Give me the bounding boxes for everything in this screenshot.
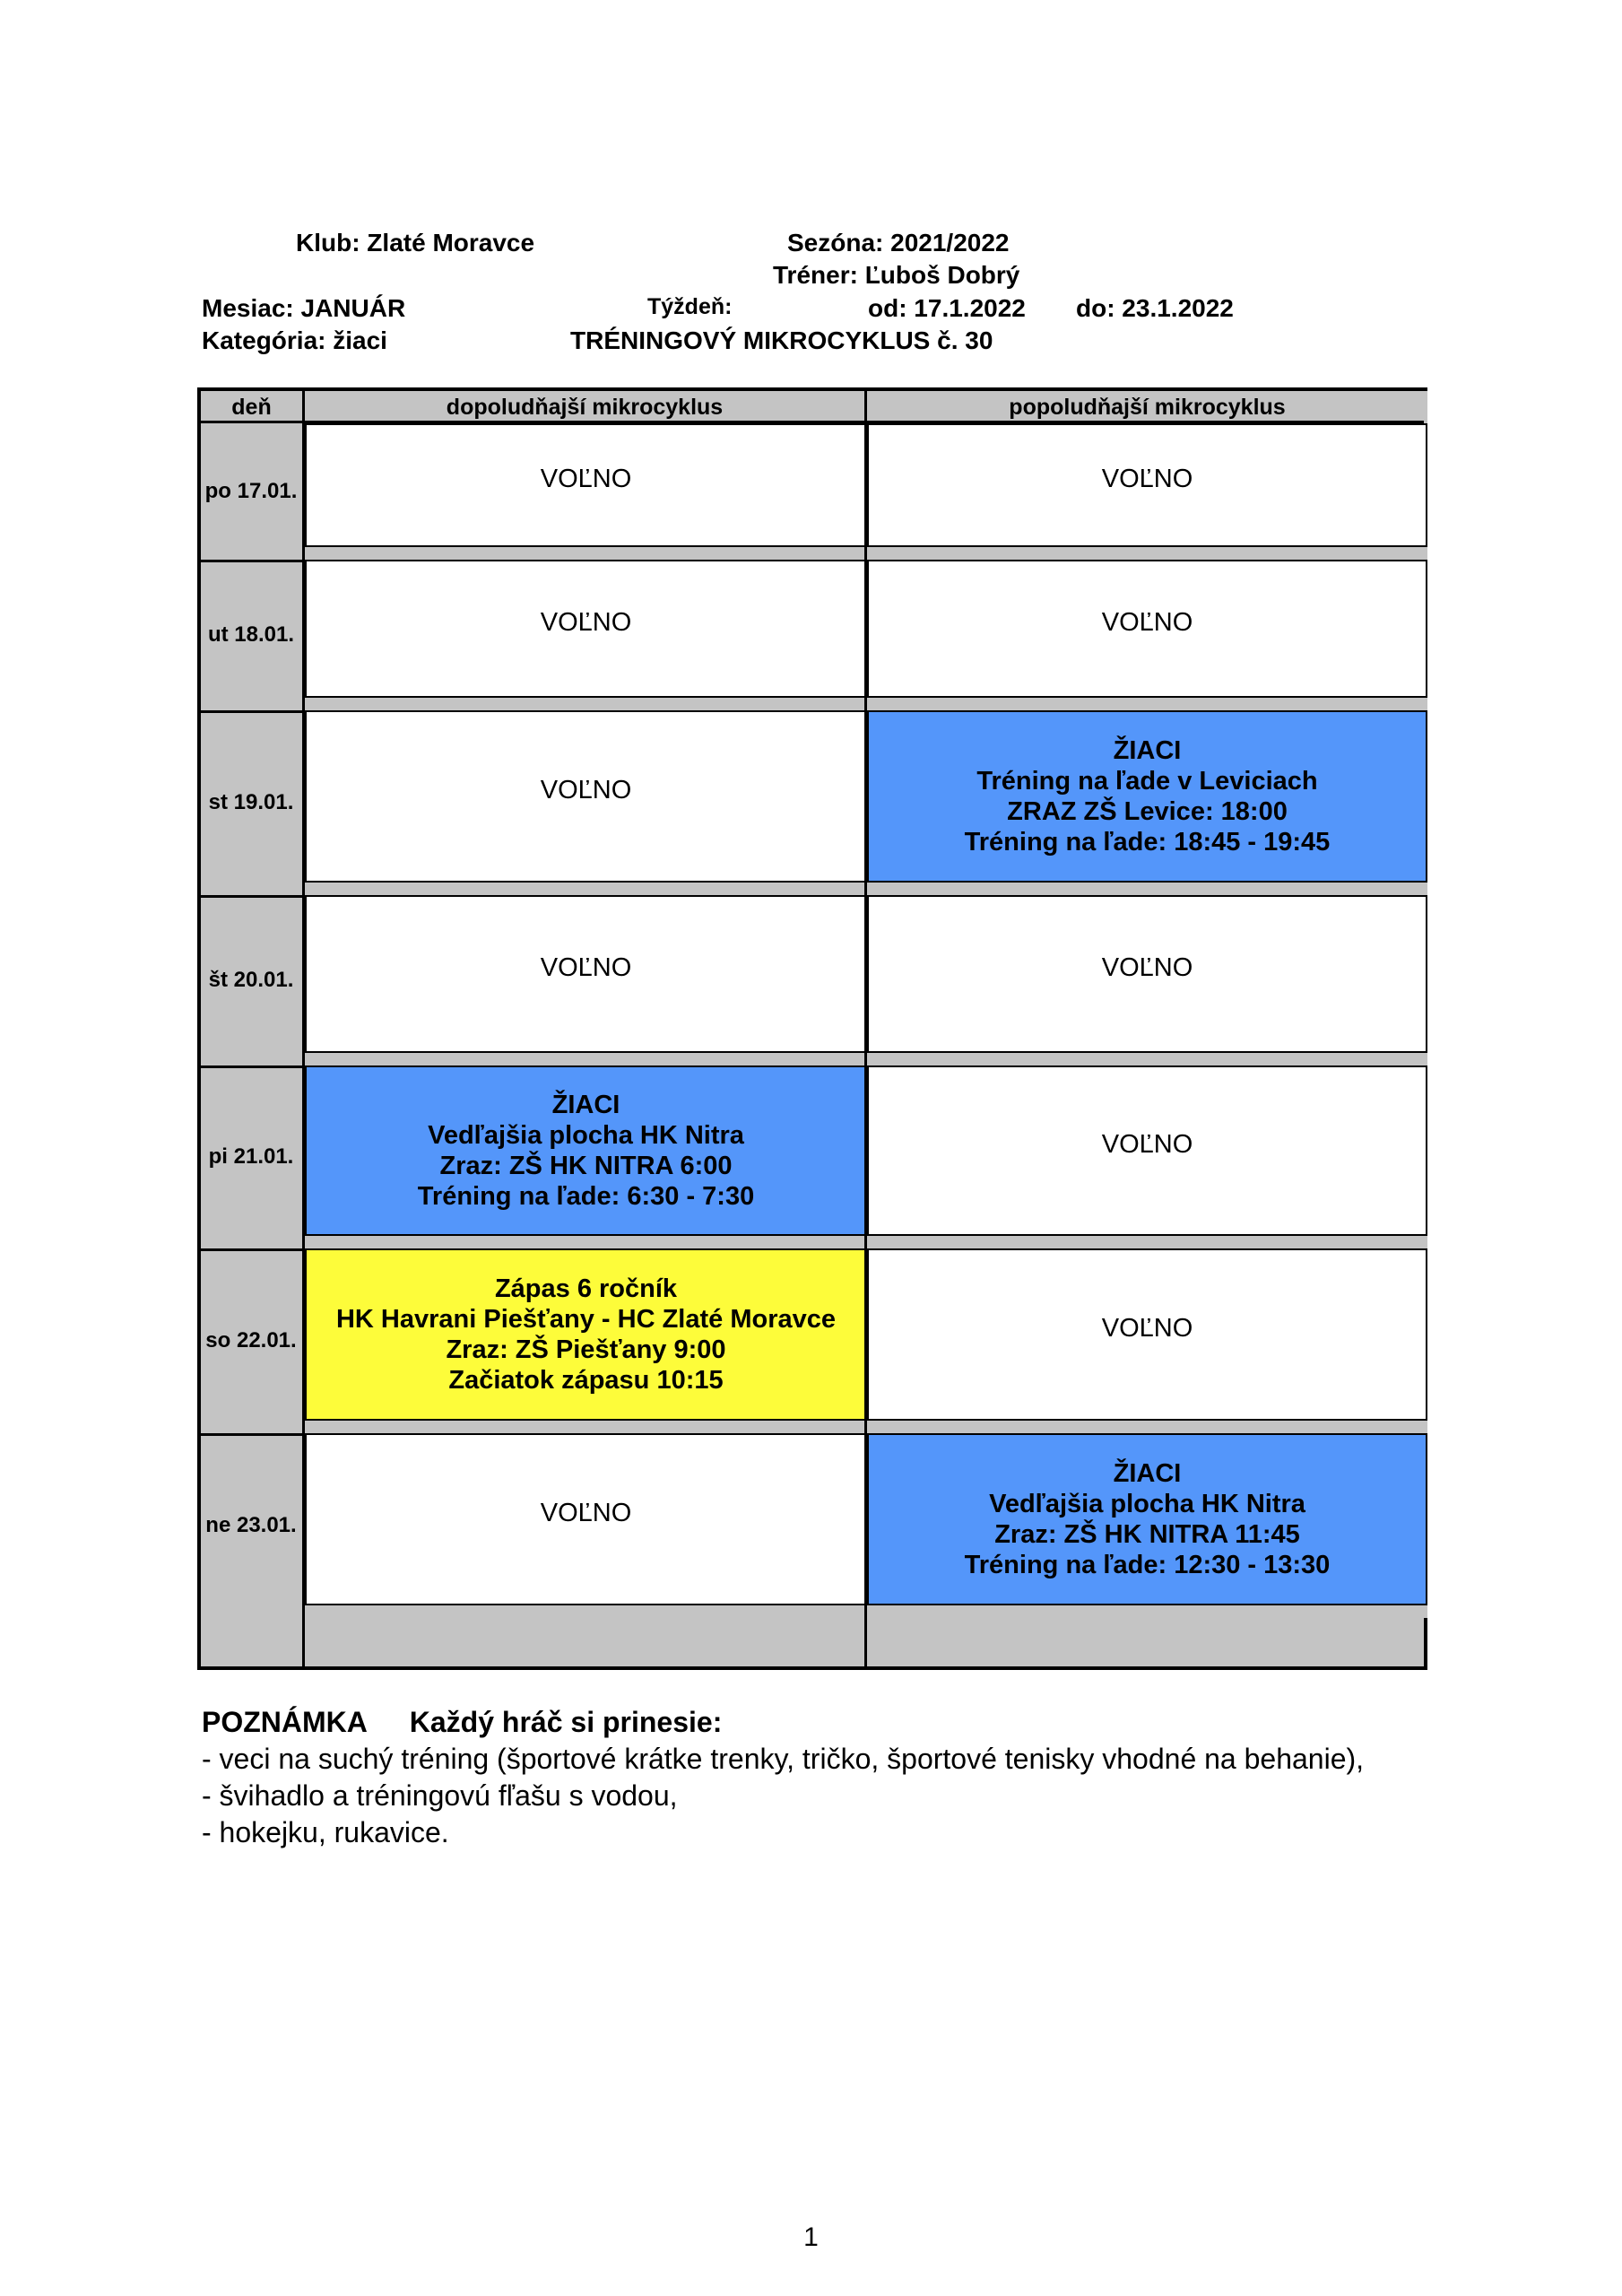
event-line: ŽIACI [1113, 736, 1182, 765]
week-from: od: 17.1.2022 [868, 294, 1026, 322]
row-separator-strip [867, 1051, 1427, 1065]
page-number: 1 [803, 2222, 819, 2252]
event-line: Tréning na ľade: 18:45 - 19:45 [964, 828, 1331, 857]
morning-cell [305, 895, 867, 1051]
free-label: VOĽNO [540, 608, 632, 637]
event-line: HK Havrani Piešťany - HC Zlaté Moravce [335, 1305, 837, 1334]
free-label: VOĽNO [540, 1499, 632, 1527]
row-separator-strip [305, 696, 867, 710]
event-line: Zraz: ZŠ HK NITRA 6:00 [439, 1152, 733, 1180]
row-separator-strip [867, 1604, 1427, 1618]
notes-title: POZNÁMKA [202, 1706, 368, 1738]
event-line: Začiatok zápasu 10:15 [448, 1366, 724, 1395]
row-separator-strip [867, 545, 1427, 560]
afternoon-cell [867, 1433, 1427, 1604]
row-separator-strip [867, 1419, 1427, 1433]
day-label: so 22.01. [205, 1328, 297, 1352]
morning-cell [305, 1065, 867, 1234]
morning-cell [305, 710, 867, 881]
column-divider [302, 391, 305, 1666]
free-label: VOĽNO [1101, 953, 1193, 982]
morning-cell [305, 423, 867, 545]
column-header-afternoon: popoludňajší mikrocyklus [867, 391, 1427, 423]
week-to: do: 23.1.2022 [1076, 294, 1234, 322]
day-label: pi 21.01. [208, 1144, 294, 1169]
free-label: VOĽNO [540, 953, 632, 982]
schedule-table [197, 387, 1427, 1670]
event-line: ZRAZ ZŠ Levice: 18:00 [1007, 797, 1288, 826]
event-line: ŽIACI [551, 1091, 620, 1119]
club-name: Klub: Zlaté Moravce [296, 229, 535, 257]
row-separator-strip [867, 696, 1427, 710]
microcycle-title: TRÉNINGOVÝ MIKROCYKLUS č. 30 [570, 326, 993, 354]
row-separator-strip [867, 1234, 1427, 1248]
afternoon-cell [867, 710, 1427, 881]
row-separator-strip [305, 1419, 867, 1433]
afternoon-cell [867, 895, 1427, 1051]
free-label: VOĽNO [1101, 1130, 1193, 1159]
free-label: VOĽNO [540, 776, 632, 804]
event-line: Zraz: ZŠ Piešťany 9:00 [446, 1335, 726, 1364]
header-divider [201, 421, 1424, 423]
afternoon-cell [867, 1065, 1427, 1234]
notes-section [202, 1704, 1364, 1851]
column-header-morning: dopoludňajší mikrocyklus [305, 391, 864, 423]
notes-subtitle: Každý hráč si prinesie: [409, 1706, 723, 1738]
column-divider [864, 391, 867, 1666]
notes-item: - hokejku, rukavice. [202, 1816, 449, 1848]
day-label: st 19.01. [208, 790, 294, 814]
day-label: ut 18.01. [207, 622, 295, 647]
event-line: Tréning na ľade: 12:30 - 13:30 [964, 1551, 1331, 1579]
event-line: Zápas 6 ročník [494, 1274, 678, 1303]
notes-item: - veci na suchý tréning (športové krátke trenky, tričko, športové tenisky vhodné na behanie), [202, 1743, 1365, 1775]
afternoon-cell [867, 1248, 1427, 1419]
free-label: VOĽNO [1101, 608, 1193, 637]
morning-cell [305, 560, 867, 696]
day-label: št 20.01. [208, 968, 294, 992]
row-separator-strip [305, 1604, 867, 1618]
morning-cell [305, 1433, 867, 1604]
month: Mesiac: JANUÁR [202, 294, 406, 322]
column-header-day: deň [201, 391, 302, 423]
free-label: VOĽNO [1101, 1314, 1193, 1343]
day-label: po 17.01. [204, 479, 298, 503]
week-label: Týždeň: [647, 294, 733, 319]
season: Sezóna: 2021/2022 [787, 229, 1010, 257]
free-label: VOĽNO [540, 465, 632, 493]
morning-cell [305, 1248, 867, 1419]
event-line: Tréning na ľade: 6:30 - 7:30 [417, 1182, 755, 1211]
event-line: Vedľajšia plocha HK Nitra [428, 1121, 744, 1150]
free-label: VOĽNO [1101, 465, 1193, 493]
row-separator-strip [305, 1234, 867, 1248]
afternoon-cell [867, 423, 1427, 545]
category: Kategória: žiaci [202, 326, 387, 354]
event-line: ŽIACI [1113, 1459, 1182, 1488]
day-label: ne 23.01. [205, 1513, 297, 1537]
row-separator-strip [305, 545, 867, 560]
coach: Tréner: Ľuboš Dobrý [773, 261, 1020, 289]
row-separator-strip [305, 1051, 867, 1065]
event-line: Tréning na ľade v Leviciach [976, 767, 1318, 796]
row-separator-strip [867, 881, 1427, 895]
event-line: Vedľajšia plocha HK Nitra [989, 1490, 1305, 1518]
row-separator-strip [305, 881, 867, 895]
afternoon-cell [867, 560, 1427, 696]
notes-item: - švihadlo a tréningovú fľašu s vodou, [202, 1779, 678, 1812]
event-line: Zraz: ZŠ HK NITRA 11:45 [994, 1520, 1300, 1549]
